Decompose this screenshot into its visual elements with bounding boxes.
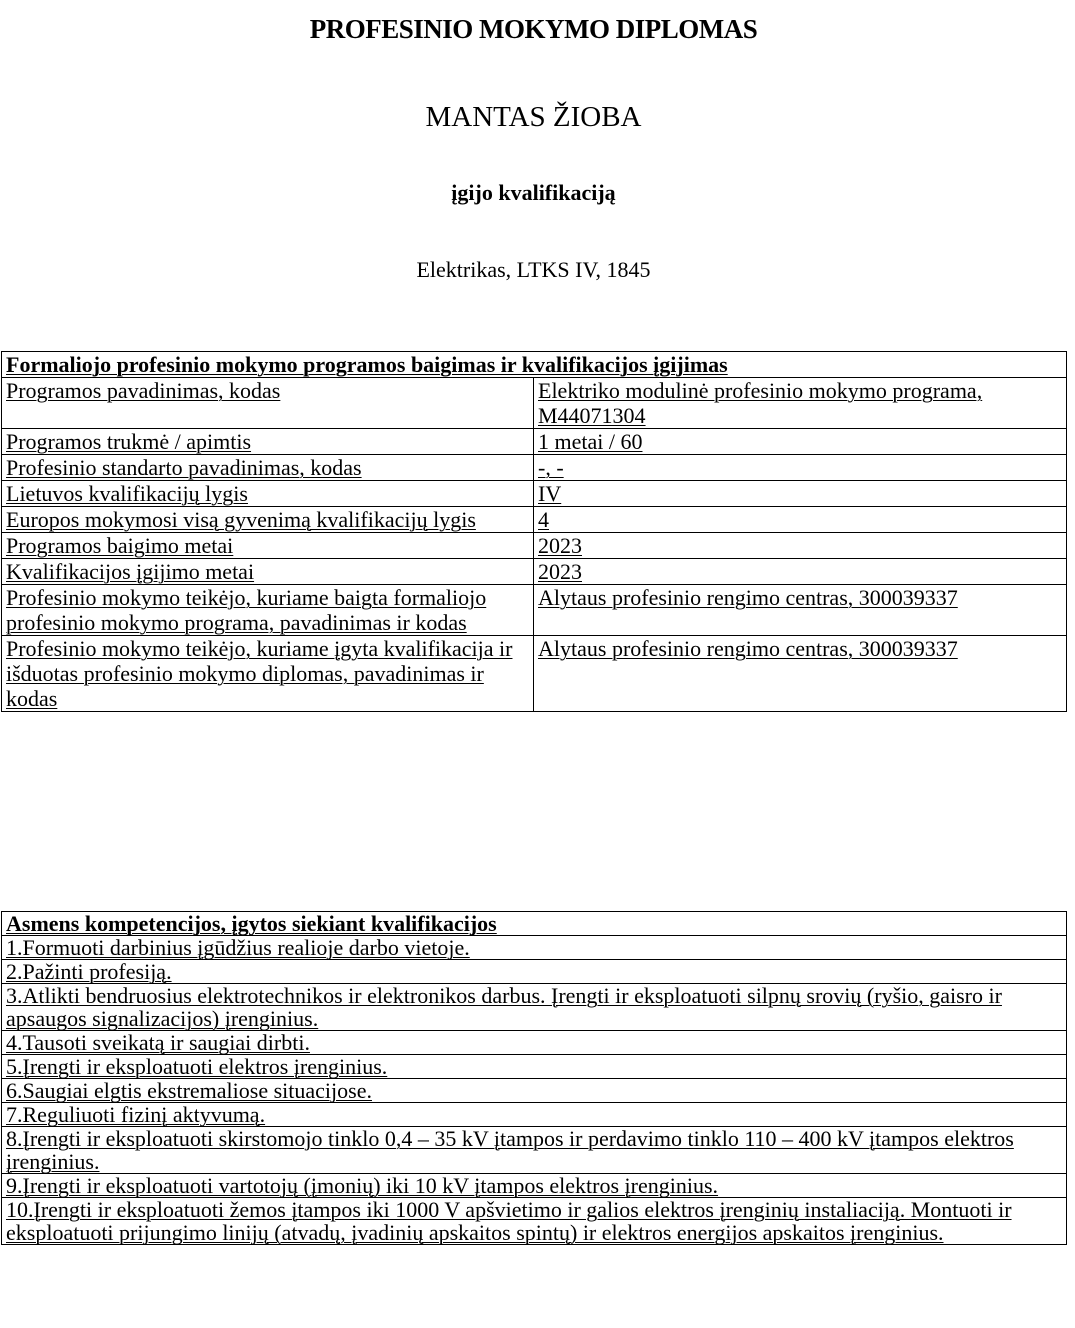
row-value: 1 metai / 60 [534,429,1067,455]
row-label: Profesinio mokymo teikėjo, kuriame įgyta kvalifikacija ir išduotas profesinio mokymo diplomas, pavadinimas ir kodas [2,636,534,712]
row-value: Elektriko modulinė profesinio mokymo programa, M44071304 [534,378,1067,429]
row-label: Programos baigimo metai [2,533,534,559]
table-row [2,1031,1067,1055]
table-row [2,455,1067,481]
table-row [2,585,1067,636]
table-row [2,1055,1067,1079]
acquired-qualification-label: įgijo kvalifikaciją [451,180,616,205]
competence-item: 5.Įrengti ir eksploatuoti elektros įrenginius. [2,1055,1067,1079]
competence-item: 10.Įrengti ir eksploatuoti žemos įtampos iki 1000 V apšvietimo ir galios elektros įrenginių instaliaciją. Montuoti ir eksploatuoti prijungimo linijų (atvadų, įvadinių apskaitos spintų) ir elektros energijos apskaitos įrenginius. [2,1198,1067,1245]
competence-item: 4.Tausoti sveikatą ir saugiai dirbti. [2,1031,1067,1055]
row-label: Programos trukmė / apimtis [2,429,534,455]
table-row [2,1198,1067,1245]
row-value: Alytaus profesinio rengimo centras, 300039337 [534,585,1067,636]
row-value: 4 [534,507,1067,533]
program-section-heading: Formaliojo profesinio mokymo programos baigimas ir kvalifikacijos įgijimas [2,352,1067,378]
competence-item: 1.Formuoti darbinius įgūdžius realioje darbo vietoje. [2,936,1067,960]
competence-item: 7.Reguliuoti fizinį aktyvumą. [2,1103,1067,1127]
holder-name: MANTAS ŽIOBA [425,101,642,133]
document-title: PROFESINIO MOKYMO DIPLOMAS [309,14,758,44]
row-label: Lietuvos kvalifikacijų lygis [2,481,534,507]
table-row [2,936,1067,960]
table-row [2,1174,1067,1198]
row-label: Profesinio mokymo teikėjo, kuriame baigta formaliojo profesinio mokymo programa, pavadinimas ir kodas [2,585,534,636]
table-row [2,533,1067,559]
program-completion-table [1,351,1067,712]
competence-item: 3.Atlikti bendruosius elektrotechnikos ir elektronikos darbus. Įrengti ir eksploatuoti silpnų srovių (ryšio, gaisro ir apsaugos signalizacijos) įrenginius. [2,984,1067,1031]
table-header-row [2,352,1067,378]
row-value: Alytaus profesinio rengimo centras, 300039337 [534,636,1067,712]
row-label: Profesinio standarto pavadinimas, kodas [2,455,534,481]
competences-section-heading: Asmens kompetencijos, įgytos siekiant kvalifikacijos [2,912,1067,936]
row-label: Programos pavadinimas, kodas [2,378,534,429]
competences-table [1,911,1067,1245]
competence-item: 2.Pažinti profesiją. [2,960,1067,984]
table-row [2,429,1067,455]
table-row [2,1127,1067,1174]
row-value: IV [534,481,1067,507]
table-row [2,1103,1067,1127]
row-value: 2023 [534,559,1067,585]
qualification-name: Elektrikas, LTKS IV, 1845 [416,257,651,282]
table-header-row [2,912,1067,936]
table-row [2,378,1067,429]
table-row [2,636,1067,712]
row-label: Kvalifikacijos įgijimo metai [2,559,534,585]
table-row [2,1079,1067,1103]
row-value: -, - [534,455,1067,481]
competence-item: 6.Saugiai elgtis ekstremaliose situacijose. [2,1079,1067,1103]
table-row [2,507,1067,533]
table-row [2,559,1067,585]
competence-item: 9.Įrengti ir eksploatuoti vartotojų (įmonių) iki 10 kV įtampos elektros įrenginius. [2,1174,1067,1198]
row-label: Europos mokymosi visą gyvenimą kvalifikacijų lygis [2,507,534,533]
row-value: 2023 [534,533,1067,559]
table-row [2,960,1067,984]
table-row [2,984,1067,1031]
competence-item: 8.Įrengti ir eksploatuoti skirstomojo tinklo 0,4 – 35 kV įtampos ir perdavimo tinklo 110 – 400 kV įtampos elektros įrenginius. [2,1127,1067,1174]
table-row [2,481,1067,507]
